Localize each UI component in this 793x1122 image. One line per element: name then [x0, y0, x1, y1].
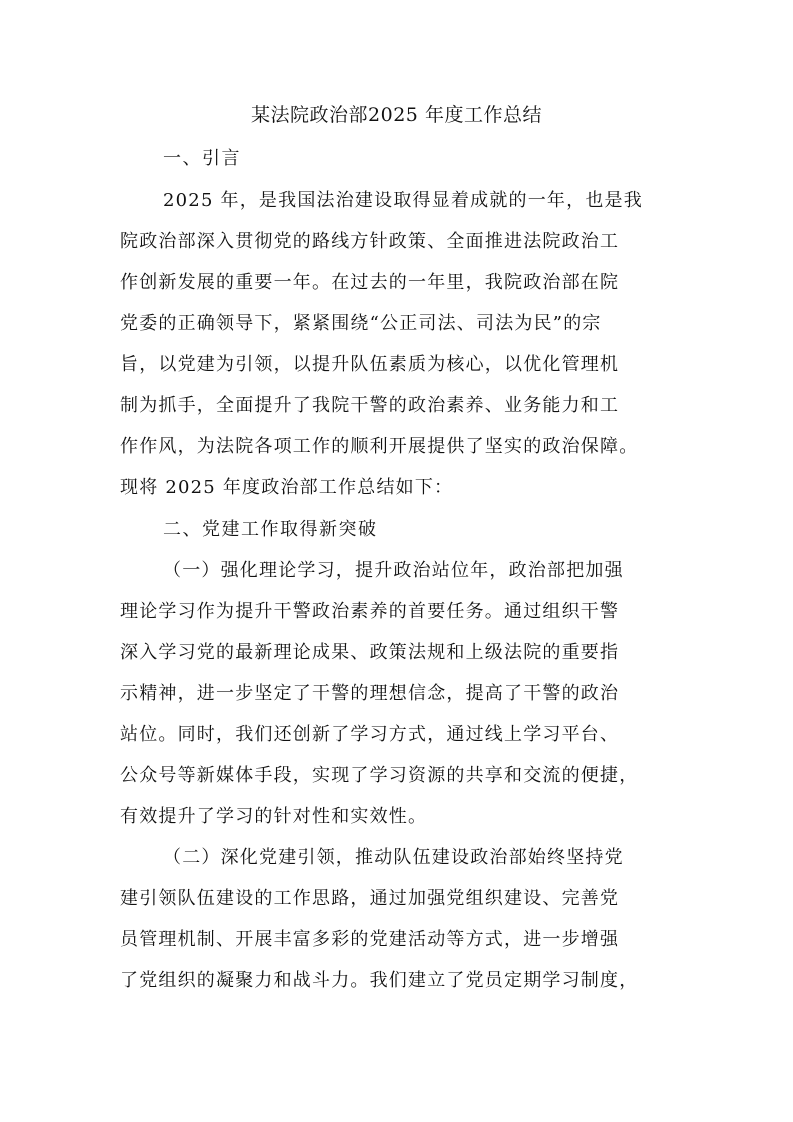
paragraph-line: 深入学习党的最新理论成果、政策法规和上级法院的重要指 — [120, 642, 620, 663]
paragraph-line: 院政治部深入贯彻党的路线方针政策、全面推进法院政治工 — [120, 231, 620, 252]
paragraph-line: （二）深化党建引领，推动队伍建设政治部始终坚持党 — [163, 847, 624, 868]
paragraph-line: 有效提升了学习的针对性和实效性。 — [120, 806, 428, 827]
paragraph-line: 理论学习作为提升干警政治素养的首要任务。通过组织干警 — [120, 601, 620, 622]
section-heading-introduction: 一、引言 — [163, 148, 241, 169]
paragraph-line: 旨，以党建为引领，以提升队伍素质为核心，以优化管理机 — [120, 354, 620, 375]
paragraph-line: 作创新发展的重要一年。在过去的一年里，我院政治部在院 — [120, 272, 620, 293]
paragraph-line: 公众号等新媒体手段，实现了学习资源的共享和交流的便捷， — [120, 765, 639, 786]
paragraph-line: 2025 年，是我国法治建设取得显着成就的一年，也是我 — [163, 190, 643, 211]
paragraph-line: 了党组织的凝聚力和战斗力。我们建立了党员定期学习制度， — [120, 970, 639, 991]
paragraph-line: 站位。同时，我们还创新了学习方式，通过线上学习平台、 — [120, 724, 620, 745]
paragraph-line: 作作风，为法院各项工作的顺利开展提供了坚实的政治保障。 — [120, 436, 639, 457]
paragraph-line: 制为抓手，全面提升了我院干警的政治素养、业务能力和工 — [120, 395, 620, 416]
paragraph-line: 党委的正确领导下，紧紧围绕“公正司法、司法为民”的宗 — [120, 313, 602, 334]
paragraph-line: 员管理机制、开展丰富多彩的党建活动等方式，进一步增强 — [120, 929, 620, 950]
paragraph-line: 建引领队伍建设的工作思路，通过加强党组织建设、完善党 — [120, 888, 620, 909]
document-title: 某法院政治部2025 年度工作总结 — [251, 104, 542, 126]
section-heading-party-building: 二、党建工作取得新突破 — [163, 519, 378, 540]
paragraph-line: 现将 2025 年度政治部工作总结如下： — [120, 477, 454, 498]
paragraph-line: 示精神，进一步坚定了干警的理想信念，提高了干警的政治 — [120, 683, 620, 704]
paragraph-line: （一）强化理论学习，提升政治站位年，政治部把加强 — [163, 560, 624, 581]
